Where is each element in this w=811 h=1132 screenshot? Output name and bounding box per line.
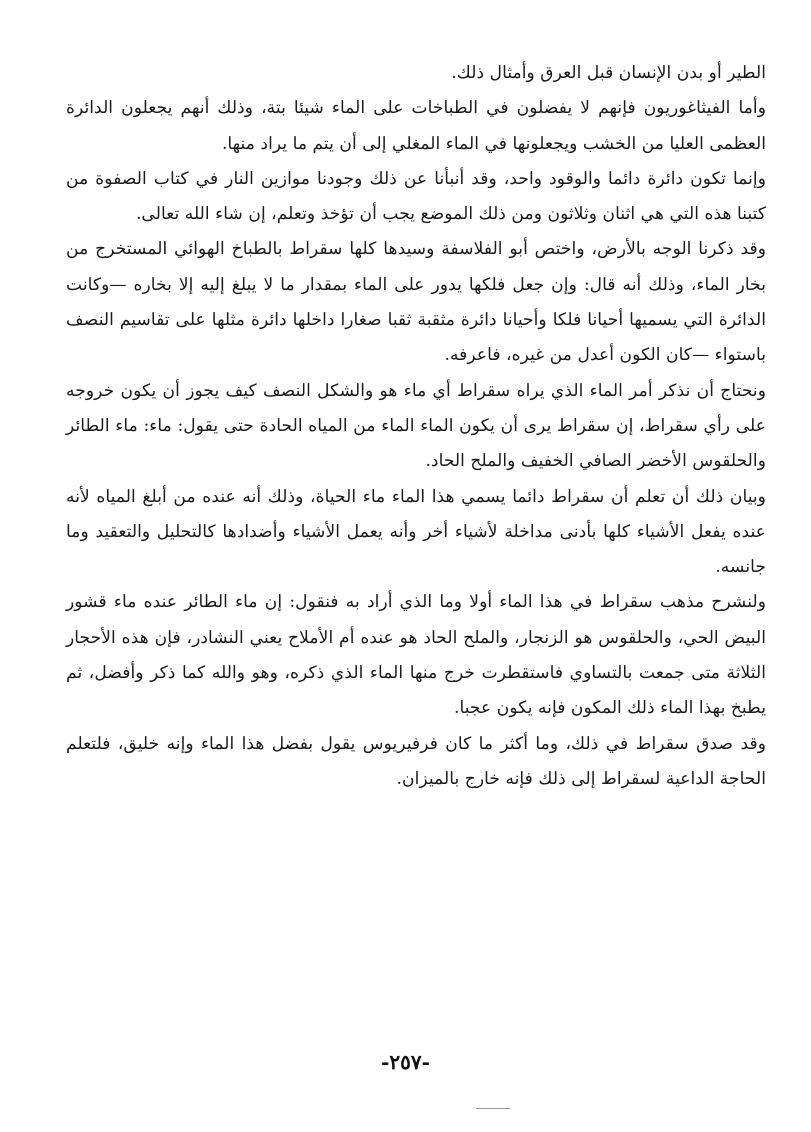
paragraph-3: وإنما تكون دائرة دائما والوقود واحد، وقد أنبأنا عن ذلك وجودنا موازين النار في كتاب الصفوة من كتبنا هذه التي هي اثنان وثلاثون ومن ذلك الموضع يجب أن تؤخذ وتعلم، إن شاء الله تعالى. bbox=[66, 168, 766, 225]
page-number: -٢٥٧- bbox=[381, 1050, 430, 1074]
paragraph-2: وأما الفيثاغوريون فإنهم لا يفضلون في الطباخات على الماء شيئا بتة، وذلك أنهم يجعلون الدائرة العظمى العليا من الخشب ويجعلونها في الماء المغلي إلى أن يتم ما يراد منها. bbox=[66, 98, 766, 154]
paragraph-5: ونحتاج أن نذكر أمر الماء الذي يراه سقراط أي ماء هو والشكل النصف كيف يجوز أن يكون خروجه على رأي سقراط، إن سقراط يرى أن يكون الماء الماء من المياه الحادة حتى يقول: ماء: ماء الطائر والحلقوس الأخضر الصافي الخفيف والملح الحاد. bbox=[66, 380, 766, 472]
paragraph-8: وقد صدق سقراط في ذلك، وما أكثر ما كان فرفيريوس يقول بفضل هذا الماء وإنه خليق، فلتعلم الحاجة الداعية لسقراط إلى ذلك فإنه خارج بالميزان. bbox=[66, 733, 766, 789]
paragraph-4: وقد ذكرنا الوجه بالأرض، واختص أبو الفلاسفة وسيدها كلها سقراط بالطباخ الهوائي المستخرج من بخار الماء، وذلك أنه قال: وإن جعل فلكها يدور على الماء بمقدار ما لا يبلغ إليه إلا بخاره —وكانت الدائرة التي يسميها أحيانا فلكا وأحيانا دائرة مثقبة ثقبا صغارا داخلها دائرة مثلها على تقاسيم النصف باستواء —كان الكون أعدل من غيره، فاعرفه. bbox=[66, 239, 766, 366]
body-text bbox=[66, 56, 766, 797]
footer-rule bbox=[476, 1108, 510, 1109]
paragraph-6: وبيان ذلك أن تعلم أن سقراط دائما يسمي هذا الماء ماء الحياة، وذلك أنه عنده من أبلغ المياه لأنه عنده يفعل الأشياء كلها بأدنى مداخلة لأشياء أخر وأنه يعمل الأشياء وأضدادها كالتحليل والتعقيد وما جانسه. bbox=[66, 486, 766, 578]
paragraph-1: الطير أو بدن الإنسان قبل العرق وأمثال ذلك. bbox=[451, 63, 766, 83]
paragraph-7: ولنشرح مذهب سقراط في هذا الماء أولا وما الذي أراد به فنقول: إن ماء الطائر عنده ماء قشور البيض الحي، والحلقوس هو الزنجار، والملح الحاد هو عنده أم الأملاح يعني النشادر، فإن هذه الأحجار الثلاثة متى جمعت بالتساوي فاستقطرت خرج منها الماء الذي ذكره، وهو والله كما ذكر وأفضل، ثم يطبخ بهذا الماء ذلك المكون فإنه يكون عجبا. bbox=[66, 592, 766, 719]
